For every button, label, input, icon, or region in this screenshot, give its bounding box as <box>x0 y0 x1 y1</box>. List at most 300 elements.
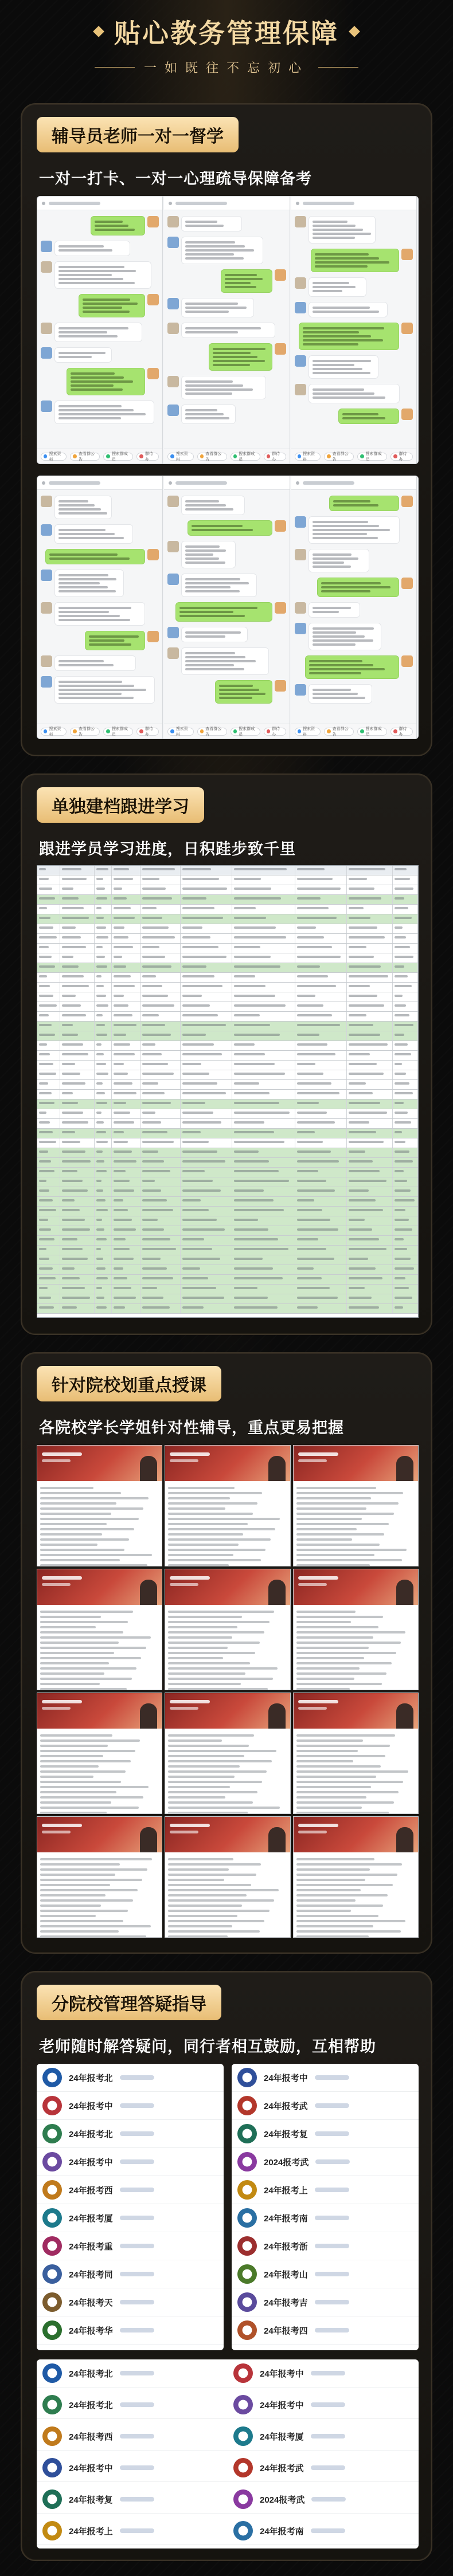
chat-message <box>308 602 360 618</box>
table-cell <box>347 1255 393 1265</box>
cell-text <box>39 1024 52 1026</box>
chat-tool-button[interactable] <box>41 453 67 461</box>
course-line <box>168 1533 243 1536</box>
banner-subtitle <box>170 1831 198 1833</box>
cell-text <box>39 1034 55 1036</box>
cell-text <box>395 1073 406 1075</box>
chat-tool-button[interactable] <box>41 728 67 736</box>
chat-tool-button[interactable] <box>264 728 286 736</box>
group-item[interactable] <box>37 2092 224 2120</box>
table-cell <box>37 1255 60 1265</box>
course-line <box>40 1497 149 1499</box>
cell-text <box>142 1267 167 1270</box>
table-cell <box>393 1148 418 1157</box>
chat-tool-button[interactable] <box>167 728 193 736</box>
table-cell <box>181 866 232 875</box>
group-name: 24年报考中 <box>69 2157 113 2167</box>
table-cell <box>393 934 418 943</box>
school-logo-icon <box>233 2521 253 2540</box>
group-item[interactable] <box>232 2316 419 2345</box>
message-line <box>58 615 120 617</box>
course-line <box>168 1667 278 1670</box>
course-card[interactable] <box>37 1569 162 1690</box>
table-cell <box>347 963 393 972</box>
course-line <box>168 1497 230 1499</box>
cell-text <box>234 926 276 929</box>
course-list <box>165 1605 290 1690</box>
table-cell <box>295 1285 347 1294</box>
cell-text <box>62 1170 77 1172</box>
chat-tool-button[interactable] <box>197 728 227 736</box>
cell-text <box>96 956 105 958</box>
status-icon <box>169 481 172 485</box>
cell-text <box>234 1297 268 1299</box>
progress-spreadsheet <box>37 865 419 1318</box>
cell-text <box>234 1131 274 1133</box>
course-line <box>168 1734 253 1737</box>
table-row <box>37 1177 418 1187</box>
table-cell <box>232 983 295 992</box>
cell-text <box>297 1199 314 1201</box>
table-cell <box>295 885 347 894</box>
chat-message <box>54 602 145 626</box>
cell-text <box>234 1121 264 1124</box>
cell-text <box>234 1189 264 1192</box>
avatar <box>147 294 159 305</box>
chat-tool-button[interactable] <box>390 453 413 461</box>
cell-text <box>114 1209 128 1211</box>
cell-text <box>96 917 104 919</box>
chat-tool-button[interactable] <box>231 728 260 736</box>
course-banner <box>165 1817 290 1852</box>
table-cell <box>112 944 140 953</box>
cell-text <box>297 985 336 987</box>
group-item[interactable] <box>37 2422 228 2451</box>
cell-text <box>349 917 370 919</box>
course-line <box>168 1549 265 1551</box>
page-title: 贴心教务管理保障 <box>114 18 339 48</box>
chat-message <box>54 496 112 519</box>
chat-tool-button[interactable] <box>136 728 159 736</box>
message-line <box>313 221 348 223</box>
chat-tool-button[interactable] <box>197 453 227 461</box>
group-item[interactable] <box>228 2517 419 2545</box>
table-cell <box>95 1187 112 1196</box>
group-item[interactable] <box>37 2120 224 2148</box>
group-name: 24年报考华 <box>69 2326 113 2336</box>
table-cell <box>232 895 295 904</box>
cell-text <box>395 1141 405 1143</box>
group-item[interactable] <box>37 2148 224 2176</box>
group-item[interactable] <box>37 2454 228 2482</box>
course-line <box>296 1915 378 1917</box>
course-line <box>296 1631 406 1633</box>
chat-tool-button[interactable] <box>390 728 413 736</box>
cell-text <box>395 917 412 919</box>
cell-text <box>62 956 73 958</box>
cell-text <box>142 946 159 948</box>
cell-text <box>182 1131 201 1133</box>
table-cell <box>60 1022 95 1031</box>
table-cell <box>347 1158 393 1167</box>
chat-message <box>175 602 272 622</box>
chat-tool-button[interactable] <box>136 453 159 461</box>
course-card[interactable] <box>165 1569 290 1690</box>
cell-text <box>62 1043 83 1046</box>
table-cell <box>295 1197 347 1206</box>
cell-text <box>62 1024 73 1026</box>
cell-text <box>395 868 407 870</box>
course-line <box>168 1564 229 1566</box>
message-line <box>313 643 356 646</box>
chat-message <box>209 343 272 371</box>
group-item[interactable] <box>37 2260 224 2288</box>
course-card[interactable] <box>293 1693 419 1814</box>
cell-text <box>395 1092 413 1094</box>
table-cell <box>393 1002 418 1011</box>
message-line <box>185 508 233 511</box>
chat-tool-button[interactable] <box>70 728 100 736</box>
cell-text <box>114 965 126 968</box>
table-cell <box>232 973 295 982</box>
course-line <box>168 1647 228 1649</box>
cell-text <box>349 936 385 938</box>
group-item[interactable] <box>232 2232 419 2260</box>
group-item[interactable] <box>232 2260 419 2288</box>
cell-text <box>114 1053 135 1055</box>
cell-text <box>142 888 166 890</box>
table-cell <box>60 1109 95 1118</box>
table-cell <box>393 992 418 1002</box>
table-cell <box>37 963 60 972</box>
chat-tool-button[interactable] <box>295 453 321 461</box>
message-line <box>313 392 375 395</box>
cell-text <box>349 1238 379 1240</box>
table-cell <box>95 1304 112 1313</box>
cell-text <box>142 995 168 997</box>
table-cell <box>140 1304 181 1313</box>
group-item[interactable] <box>232 2148 419 2176</box>
message-line <box>303 335 371 337</box>
banner-title <box>170 1700 210 1703</box>
course-line <box>168 1626 237 1628</box>
chat-pane <box>291 476 417 739</box>
cell-text <box>349 1258 368 1260</box>
group-name: 24年报考厦 <box>260 2432 304 2442</box>
cell-text <box>349 868 385 870</box>
cell-text <box>349 1170 380 1172</box>
message-line <box>185 241 235 244</box>
course-line <box>296 1765 381 1768</box>
chat-tool-button[interactable] <box>167 453 193 461</box>
message-line <box>95 221 123 223</box>
cell-text <box>142 1228 164 1231</box>
group-name: 24年报考同 <box>69 2269 113 2280</box>
cell-text <box>182 1150 217 1153</box>
table-cell <box>112 1119 140 1128</box>
cell-text <box>297 1209 322 1211</box>
group-item[interactable] <box>232 2176 419 2204</box>
chat-pane <box>37 476 163 739</box>
teacher-photo <box>396 1703 413 1729</box>
school-logo-icon <box>233 2458 253 2477</box>
group-item[interactable] <box>232 2120 419 2148</box>
chat-tool-button[interactable] <box>324 728 354 736</box>
table-cell <box>60 875 95 885</box>
course-line <box>40 1755 103 1757</box>
group-item[interactable] <box>37 2288 224 2316</box>
table-row <box>37 866 418 875</box>
table-cell <box>60 1246 95 1255</box>
course-card[interactable] <box>165 1693 290 1814</box>
table-cell <box>295 1061 347 1070</box>
table-cell <box>95 1246 112 1255</box>
cell-text <box>142 1073 174 1075</box>
cell-text <box>62 1228 90 1231</box>
avatar <box>275 269 286 281</box>
table-cell <box>60 1294 95 1303</box>
group-item[interactable] <box>37 2485 228 2514</box>
table-cell <box>60 1041 95 1050</box>
cell-text <box>234 1219 258 1221</box>
table-cell <box>181 1246 232 1255</box>
cell-text <box>142 1160 164 1163</box>
chat-tool-button[interactable] <box>357 453 387 461</box>
cell-text <box>297 1170 318 1172</box>
course-line <box>40 1750 135 1752</box>
message-line <box>225 278 263 280</box>
tool-icon <box>44 454 47 458</box>
group-item[interactable] <box>37 2517 228 2545</box>
cell-text <box>114 1238 126 1240</box>
message-line <box>313 229 364 231</box>
cell-text <box>297 868 325 870</box>
cell-text <box>297 1189 335 1192</box>
table-cell <box>347 1226 393 1235</box>
tool-icon <box>298 729 301 733</box>
table-cell <box>232 1187 295 1196</box>
group-item[interactable] <box>37 2176 224 2204</box>
message-line <box>185 504 226 506</box>
chat-tool-button[interactable] <box>103 453 133 461</box>
status-icon <box>42 202 45 205</box>
table-row <box>37 1080 418 1090</box>
table-cell <box>37 992 60 1002</box>
cell-text <box>395 1219 409 1221</box>
group-name-blurred <box>311 2528 345 2533</box>
table-cell <box>95 1129 112 1138</box>
group-item[interactable] <box>228 2422 419 2451</box>
table-cell <box>295 1080 347 1089</box>
cell-text <box>96 1063 106 1065</box>
cell-text <box>96 1121 104 1124</box>
cell-text <box>62 907 84 909</box>
table-row <box>37 1012 418 1022</box>
course-line <box>40 1678 132 1680</box>
cell-text <box>297 975 328 977</box>
group-name: 24年报考中 <box>264 2073 308 2083</box>
banner-subtitle <box>298 1707 327 1710</box>
group-name-blurred <box>120 2465 154 2470</box>
cell-text <box>234 1277 283 1279</box>
table-cell <box>347 1236 393 1245</box>
cell-text <box>349 1287 365 1289</box>
message-line <box>58 282 135 284</box>
message-line <box>313 537 378 539</box>
group-name: 24年报考浙 <box>264 2241 308 2252</box>
course-line <box>40 1642 119 1644</box>
cell-text <box>234 897 281 900</box>
course-line <box>168 1683 240 1685</box>
cell-text <box>39 1102 54 1104</box>
chat-message <box>317 578 399 597</box>
chat-message <box>308 216 376 244</box>
table-cell <box>347 973 393 982</box>
group-item[interactable] <box>37 2232 224 2260</box>
course-line <box>168 1487 235 1489</box>
cell-text <box>349 1131 376 1133</box>
message-line <box>185 553 213 556</box>
table-cell <box>232 1109 295 1118</box>
course-banner <box>294 1817 418 1852</box>
group-item[interactable] <box>232 2288 419 2316</box>
cell-text <box>114 956 122 958</box>
cell-text <box>297 1258 334 1260</box>
cell-text <box>182 1180 213 1182</box>
chat-message <box>188 520 272 536</box>
table-cell <box>60 1168 95 1177</box>
course-line <box>296 1487 376 1489</box>
table-cell <box>140 1022 181 1031</box>
table-cell <box>37 1168 60 1177</box>
cell-text <box>62 1189 88 1192</box>
table-cell <box>60 992 95 1002</box>
course-line <box>40 1518 139 1520</box>
course-card[interactable] <box>37 1445 162 1566</box>
message-line <box>185 249 254 252</box>
message-line <box>89 635 138 638</box>
cell-text <box>297 1267 314 1270</box>
table-cell <box>393 1255 418 1265</box>
school-logo-icon <box>237 2068 257 2087</box>
chat-message <box>308 516 400 544</box>
chat-tool-button[interactable] <box>70 453 100 461</box>
cell-text <box>234 1073 285 1075</box>
table-cell <box>295 934 347 943</box>
table-cell <box>37 1197 60 1206</box>
course-line <box>296 1874 397 1876</box>
group-item[interactable] <box>232 2064 419 2092</box>
course-card[interactable] <box>165 1816 290 1938</box>
table-cell <box>347 1119 393 1128</box>
table-row <box>37 1061 418 1070</box>
course-line <box>296 1507 366 1510</box>
section-supervision <box>21 103 432 756</box>
table-cell <box>37 1061 60 1070</box>
tool-icon <box>106 729 110 733</box>
chat-tool-button[interactable] <box>324 453 354 461</box>
course-line <box>168 1765 239 1768</box>
chat-tool-button[interactable] <box>103 728 133 736</box>
table-row <box>37 983 418 992</box>
course-card[interactable] <box>37 1816 162 1938</box>
course-card[interactable] <box>293 1445 419 1566</box>
table-cell <box>112 1236 140 1245</box>
school-logo-icon <box>42 2264 62 2284</box>
message-line <box>225 274 257 276</box>
message-line <box>185 225 224 227</box>
table-cell <box>95 1158 112 1167</box>
cell-text <box>142 1189 161 1192</box>
group-item[interactable] <box>37 2064 224 2092</box>
group-item[interactable] <box>228 2454 419 2482</box>
course-line <box>296 1523 389 1525</box>
cell-text <box>297 1063 315 1065</box>
chat-tool-button[interactable] <box>264 453 286 461</box>
group-item[interactable] <box>228 2485 419 2514</box>
tool-label: 搜索资料 <box>49 727 61 737</box>
group-item[interactable] <box>228 2359 419 2387</box>
cell-text <box>395 897 404 900</box>
group-item[interactable] <box>232 2092 419 2120</box>
chat-message <box>181 627 248 642</box>
group-item[interactable] <box>37 2391 228 2419</box>
message-line <box>321 590 370 592</box>
table-cell <box>37 885 60 894</box>
course-card[interactable] <box>165 1445 290 1566</box>
table-cell <box>112 1061 140 1070</box>
course-line <box>168 1781 262 1783</box>
chat-tool-button[interactable] <box>231 453 260 461</box>
group-item[interactable] <box>37 2316 224 2345</box>
course-list <box>37 1605 162 1690</box>
course-line <box>40 1636 151 1639</box>
course-line <box>296 1910 351 1912</box>
cell-text <box>114 1228 136 1231</box>
group-item[interactable] <box>228 2391 419 2419</box>
school-logo-icon <box>233 2426 253 2446</box>
cell-text <box>349 1073 384 1075</box>
tool-icon <box>200 729 204 733</box>
course-card[interactable] <box>293 1816 419 1938</box>
cell-text <box>395 926 403 929</box>
group-item[interactable] <box>37 2204 224 2232</box>
course-card[interactable] <box>37 1693 162 1814</box>
cell-text <box>234 995 275 997</box>
cell-text <box>234 975 255 977</box>
table-cell <box>181 895 232 904</box>
course-line <box>168 1899 274 1902</box>
table-cell <box>295 1051 347 1060</box>
chat-pane <box>164 476 290 739</box>
cell-text <box>142 1150 158 1153</box>
message-line <box>185 586 231 588</box>
section-courses <box>21 1352 432 1954</box>
table-cell <box>140 1041 181 1050</box>
chat-tool-button[interactable] <box>357 728 387 736</box>
course-card[interactable] <box>293 1569 419 1690</box>
table-cell <box>393 1080 418 1089</box>
group-item[interactable] <box>37 2359 228 2387</box>
table-cell <box>295 1158 347 1167</box>
table-cell <box>140 1119 181 1128</box>
message-line <box>58 693 122 695</box>
course-line <box>40 1523 107 1525</box>
chat-tool-button[interactable] <box>295 728 321 736</box>
table-cell <box>60 1129 95 1138</box>
group-item[interactable] <box>232 2204 419 2232</box>
table-cell <box>60 1138 95 1148</box>
